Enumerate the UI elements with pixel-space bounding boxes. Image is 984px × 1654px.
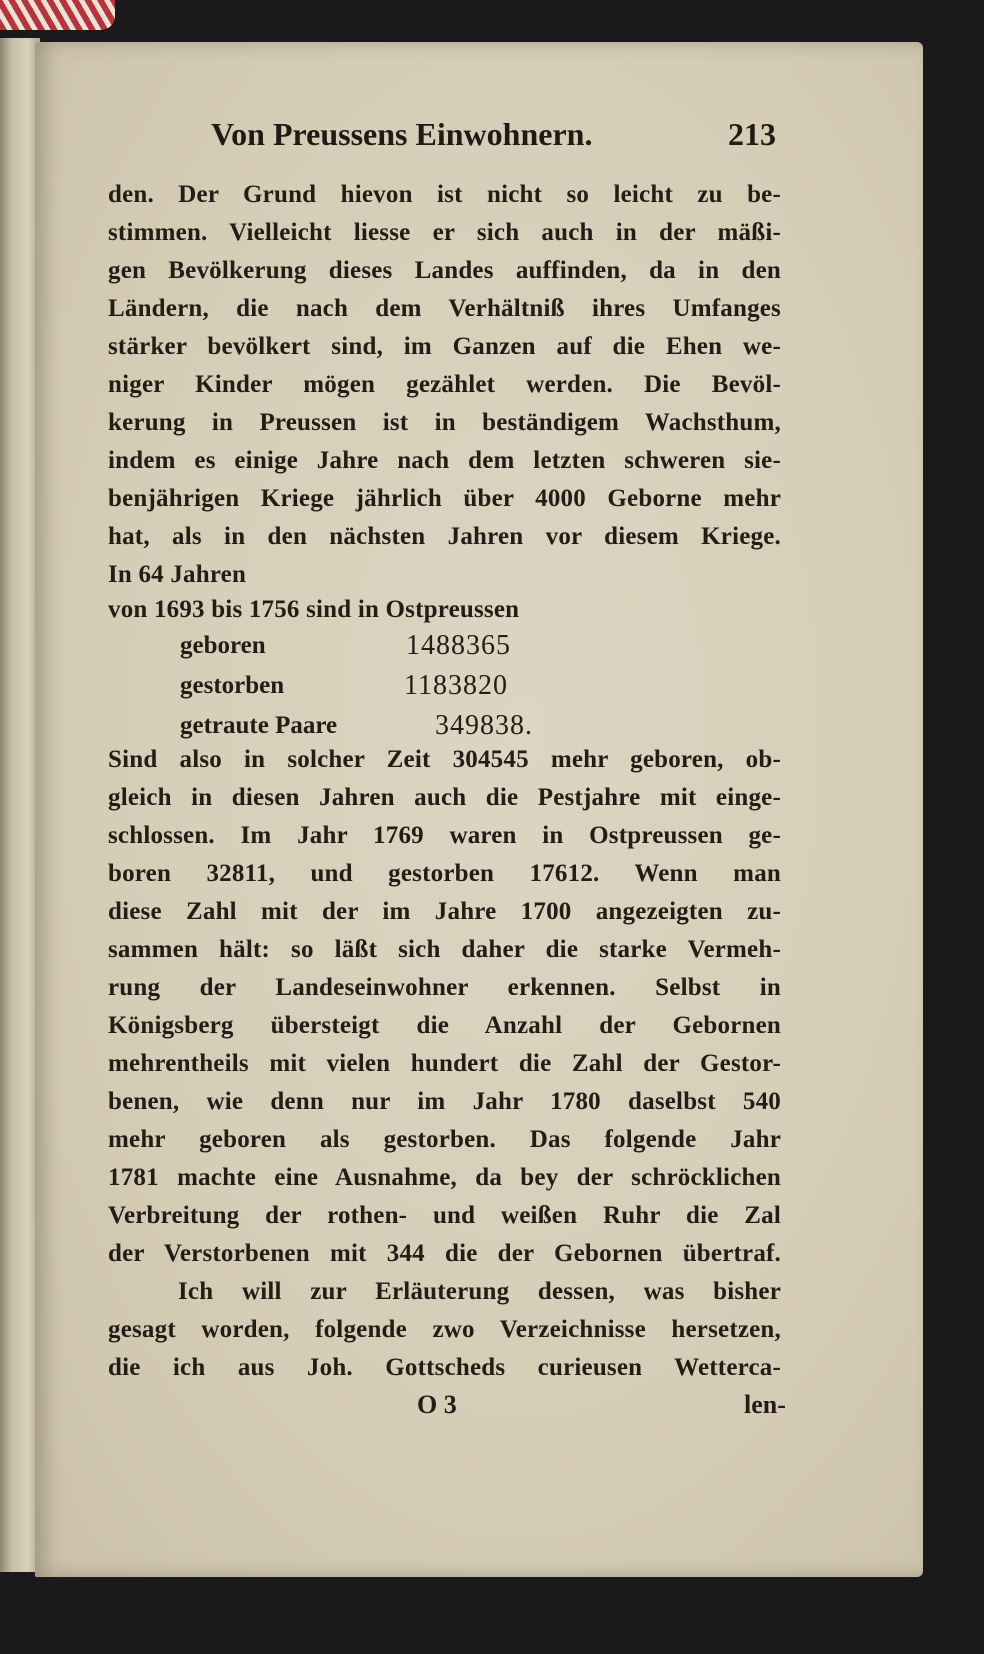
table-row-value: 1183820 [404, 670, 508, 701]
text-line: Verbreitung der rothen- und weißen Ruhr die Zal [108, 1202, 781, 1229]
text-line: gesagt worden, folgende zwo Verzeichnisse hersetzen, [108, 1316, 781, 1343]
text-line: boren 32811, und gestorben 17612. Wenn man [108, 860, 781, 887]
page-stack-edge [0, 38, 40, 1572]
text-line: der Verstorbenen mit 344 die der Gebornen übertraf. [108, 1240, 781, 1267]
text-line: sammen hält: so läßt sich daher die starke Vermeh- [108, 936, 781, 963]
page-number: 213 [728, 116, 776, 152]
text-line: 1781 machte eine Ausnahme, da bey der schröcklichen [108, 1164, 781, 1191]
text-line: rung der Landeseinwohner erkennen. Selbst in [108, 974, 781, 1001]
signature-mark: O 3 [417, 1390, 457, 1419]
text-line: diese Zahl mit der im Jahre 1700 angezeigten zu- [108, 898, 781, 925]
text-line: schlossen. Im Jahr 1769 waren in Ostpreussen ge- [108, 822, 781, 849]
text-line: benen, wie denn nur im Jahr 1780 daselbst 540 [108, 1088, 781, 1115]
text-line: niger Kinder mögen gezählet werden. Die Bevöl- [108, 371, 781, 398]
catchword: len- [744, 1390, 786, 1419]
text-line: Ländern, die nach dem Verhältniß ihres Umfanges [108, 295, 781, 322]
table-row-label: geboren [180, 632, 266, 659]
text-line: stärker bevölkert sind, im Ganzen auf die Ehen we- [108, 333, 781, 360]
table-row-label: getraute Paare [180, 712, 338, 739]
text-line: kerung in Preussen ist in beständigem Wachsthum, [108, 409, 781, 436]
text-line: gen Bevölkerung dieses Landes auffinden, da in den [108, 257, 781, 284]
text-line: benjährigen Kriege jährlich über 4000 Geborne mehr [108, 485, 781, 512]
text-line: stimmen. Vielleicht liesse er sich auch in der mäßi- [108, 219, 781, 246]
text-line: Königsberg übersteigt die Anzahl der Gebornen [108, 1012, 781, 1039]
text-line: den. Der Grund hievon ist nicht so leicht zu be- [108, 181, 781, 208]
table-row-label: gestorben [180, 672, 285, 699]
text-line: gleich in diesen Jahren auch die Pestjahre mit einge- [108, 784, 781, 811]
text-line: die ich aus Joh. Gottscheds curieusen Wetterca- [108, 1354, 781, 1381]
text-line: hat, als in den nächsten Jahren vor diesem Kriege. [108, 523, 781, 550]
text-line: indem es einige Jahre nach dem letzten schweren sie- [108, 447, 781, 474]
table-row-value: 1488365 [406, 630, 511, 661]
text-line: von 1693 bis 1756 sind in Ostpreussen [108, 596, 520, 623]
text-line: Ich will zur Erläuterung dessen, was bisher [178, 1278, 781, 1305]
text-line: mehr geboren als gestorben. Das folgende Jahr [108, 1126, 781, 1153]
text-line: Sind also in solcher Zeit 304545 mehr geboren, ob- [108, 746, 781, 773]
text-line: mehrentheils mit vielen hundert die Zahl der Gestor- [108, 1050, 781, 1077]
text-line: In 64 Jahren [108, 561, 247, 588]
table-row-value: 349838. [435, 710, 533, 741]
bookmark-cord [0, 0, 115, 30]
running-title: Von Preussens Einwohnern. [211, 116, 593, 152]
